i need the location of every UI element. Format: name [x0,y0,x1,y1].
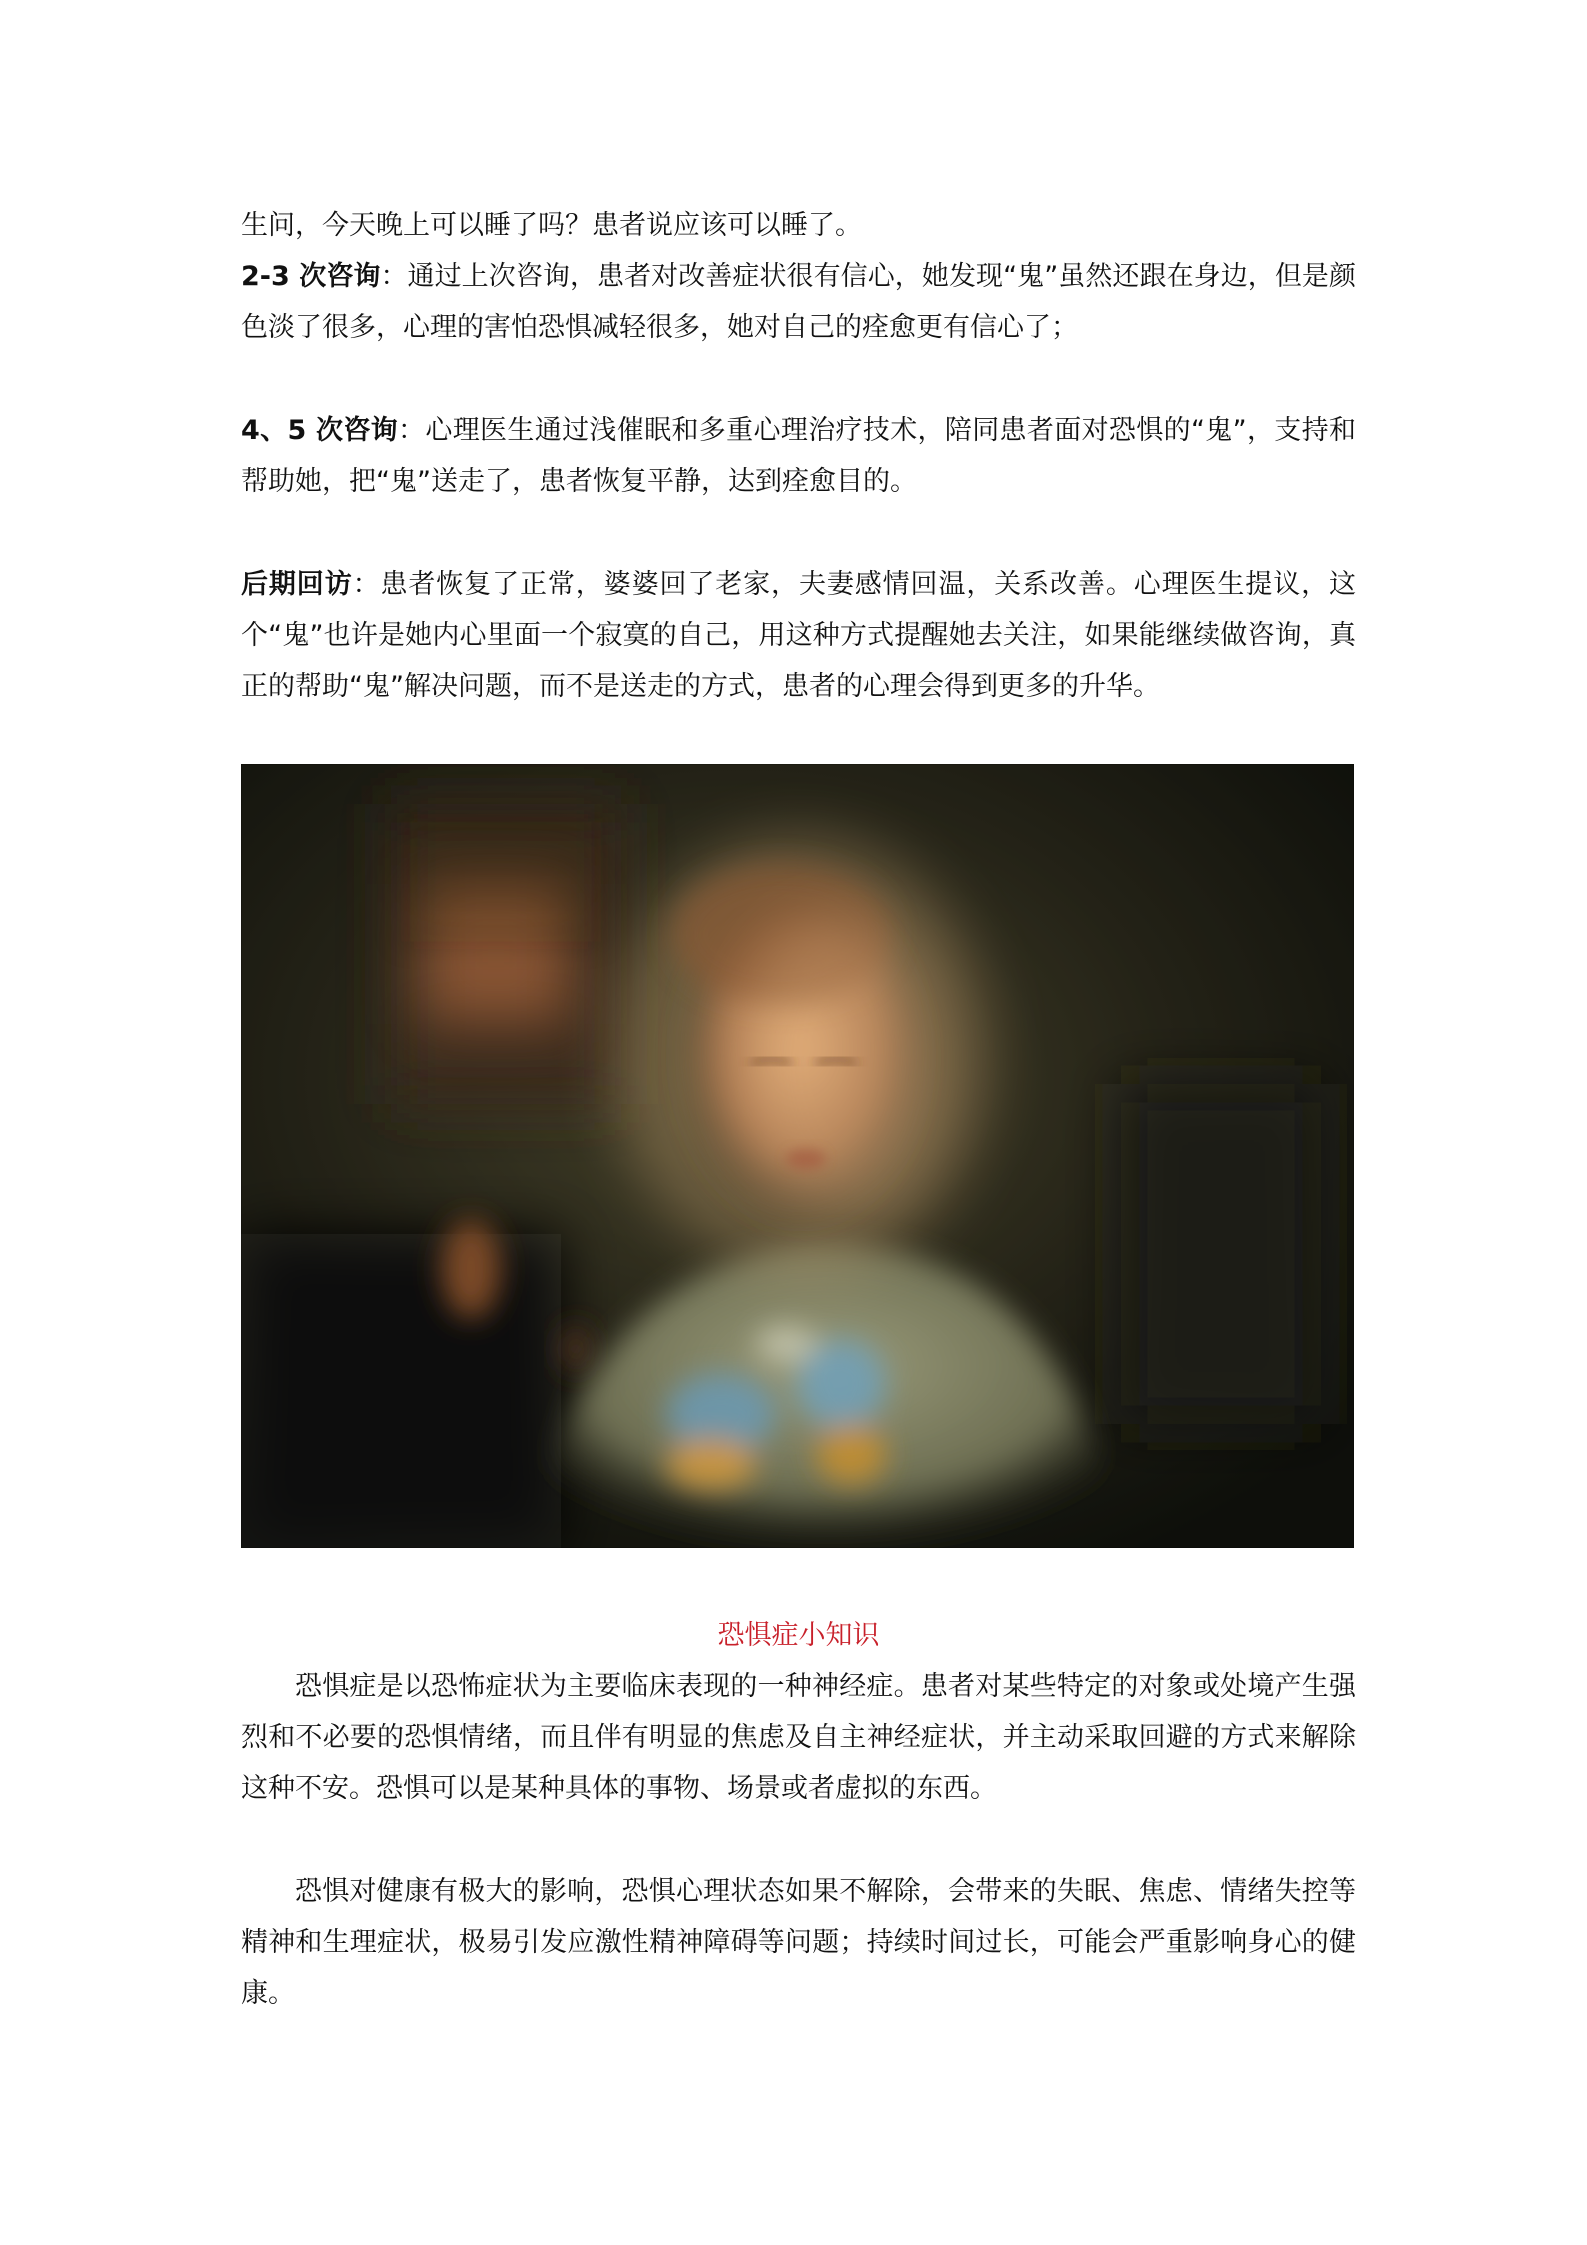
follow-up-text: ：患者恢复了正常，婆婆回了老家，夫妻感情回温，关系改善。心理医生提议，这个“鬼”也许是她内心里面一个寂寞的自己，用这种方式提醒她去关注，如果能继续做咨询，真正的帮助“鬼”解决问题，而不是送走的方式，患者的心理会得到更多的升华。 [241,569,1357,702]
paragraph-intro: 生问，今天晚上可以睡了吗？患者说应该可以睡了。 [241,210,862,241]
paragraph-follow-up [241,559,1356,712]
paragraph-session-2-3 [241,251,1356,353]
phobia-definition-paragraph: 恐惧症是以恐怖症状为主要临床表现的一种神经症。患者对某些特定的对象或处境产生强烈和不必要的恐惧情绪，而且伴有明显的焦虑及自主神经症状，并主动采取回避的方式来解除这种不安。恐惧可以是某种具体的事物、场景或者虚拟的东西。 [241,1671,1356,1804]
section-title: 恐惧症小知识 [717,1620,880,1651]
phobia-impact-paragraph: 恐惧对健康有极大的影响，恐惧心理状态如果不解除，会带来的失眠、焦虑、情绪失控等精神和生理症状，极易引发应激性精神障碍等问题；持续时间过长，可能会严重影响身心的健康。 [241,1876,1356,2009]
session-4-5-label: 4、5 次咨询 [241,415,399,446]
document-page [241,200,1356,2019]
paragraph-spacer [241,507,1356,559]
session-2-3-text: ：通过上次咨询，患者对改善症状很有信心，她发现“鬼”虽然还跟在身边，但是颜色淡了很多，心理的害怕恐惧减轻很多，她对自己的痊愈更有信心了； [241,261,1356,343]
paragraph-spacer [241,353,1356,405]
paragraph-session-4-5 [241,405,1356,507]
session-4-5-text: ：心理医生通过浅催眠和多重心理治疗技术，陪同患者面对恐惧的“鬼”，支持和帮助她，把“鬼”送走了，患者恢复平静，达到痊愈目的。 [241,415,1356,497]
paragraph-spacer [241,1814,1356,1866]
session-2-3-label: 2-3 次咨询 [241,261,381,292]
blurred-child-photo [241,764,1354,1548]
follow-up-label: 后期回访 [241,569,353,600]
